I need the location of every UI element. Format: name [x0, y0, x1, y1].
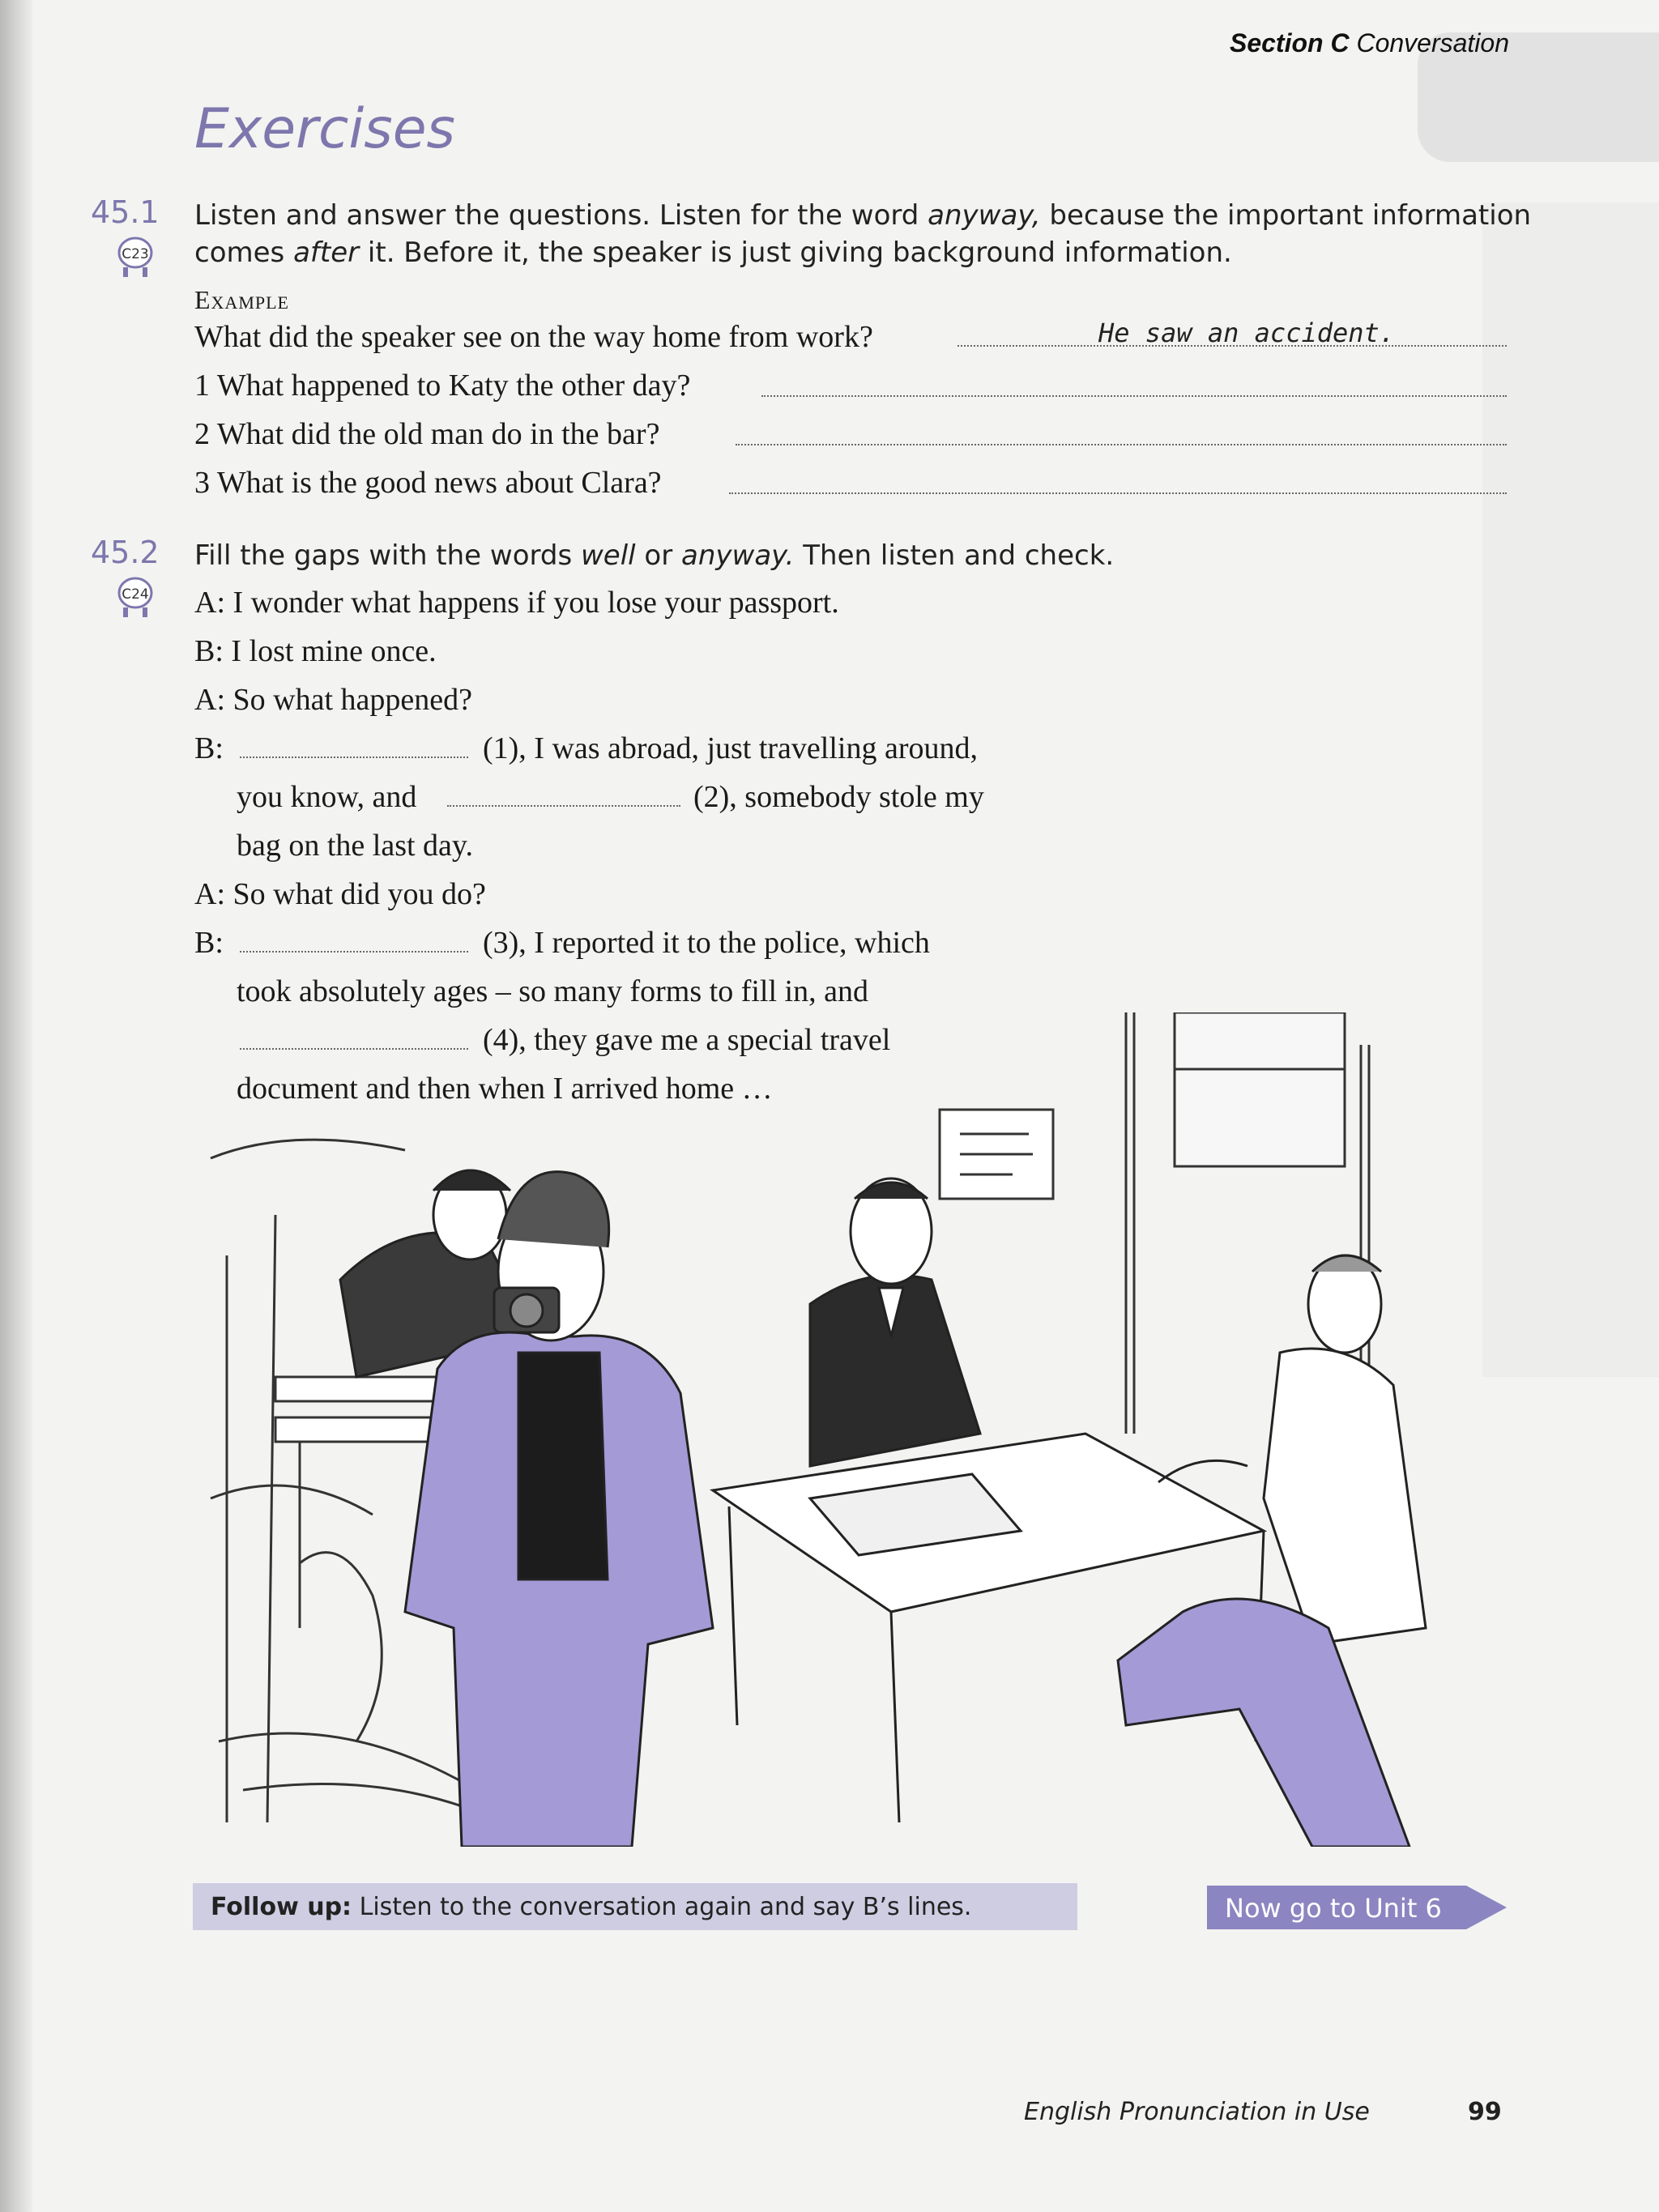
- answer-field-1[interactable]: [761, 395, 1507, 397]
- instr-keyword: after: [293, 237, 360, 269]
- question-2: 2 What did the old man do in the bar?: [194, 417, 660, 451]
- dialogue-speaker-b: B:: [194, 731, 224, 765]
- follow-up-instruction: Listen to the conversation again and say B’s lines.: [352, 1893, 972, 1921]
- section-name: Conversation: [1356, 28, 1509, 58]
- next-unit-link[interactable]: [1207, 1886, 1507, 1929]
- follow-up-text: [211, 1893, 971, 1921]
- gap-3[interactable]: [240, 951, 468, 953]
- dialogue-line-5b: (2), somebody stole my: [693, 780, 984, 814]
- dialogue-line-10: (4), they gave me a special travel: [483, 1023, 891, 1057]
- follow-up-bar: [193, 1883, 1077, 1930]
- cd-track-label: C24: [122, 586, 149, 603]
- question-3: 3 What is the good news about Clara?: [194, 466, 662, 500]
- instr-text: Listen and answer the questions. Listen for the word: [194, 199, 928, 232]
- next-unit-label: Now go to Unit 6: [1225, 1893, 1442, 1924]
- dialogue-line-9: took absolutely ages – so many forms to fill in, and: [237, 974, 868, 1008]
- example-label: Example: [194, 285, 289, 314]
- cd-audio-icon: [113, 575, 157, 619]
- dialogue-line-1: A: I wonder what happens if you lose your passport.: [194, 586, 839, 620]
- dialogue-line-5a: you know, and: [237, 780, 417, 814]
- follow-up-label: Follow up:: [211, 1893, 352, 1921]
- gap-1[interactable]: [240, 757, 468, 758]
- instr-text: Fill the gaps with the words: [194, 539, 581, 572]
- instr-keyword: anyway,: [928, 199, 1041, 232]
- question-1: 1 What happened to Katy the other day?: [194, 369, 691, 403]
- instr-keyword: anyway.: [681, 539, 795, 572]
- gap-2[interactable]: [447, 805, 680, 807]
- exercise-number-45-2: 45.2: [91, 535, 160, 570]
- notice-board: [940, 1110, 1053, 1199]
- instr-text: because the important information: [1040, 199, 1532, 232]
- exercise-number-45-1: 45.1: [91, 194, 160, 230]
- ex1-instructions-line1: [194, 199, 1531, 232]
- dialogue-speaker-b: B:: [194, 926, 224, 960]
- page-title: Exercises: [194, 97, 455, 161]
- instr-text: or: [635, 539, 682, 572]
- instr-text: it. Before it, the speaker is just giving background information.: [359, 237, 1232, 269]
- answer-field-3[interactable]: [729, 492, 1507, 494]
- dialogue-line-6: bag on the last day.: [237, 829, 473, 863]
- dialogue-line-7: A: So what did you do?: [194, 877, 486, 911]
- ex2-instructions: [194, 539, 1114, 572]
- cd-track-label: C23: [122, 246, 149, 262]
- illustration-photographer-and-police-desk: [194, 1012, 1458, 1847]
- section-header: [1230, 28, 1509, 58]
- bleed-through-panel: [1482, 202, 1659, 1377]
- example-question: What did the speaker see on the way home from work?: [194, 320, 873, 354]
- book-title: English Pronunciation in Use: [1024, 2098, 1370, 2126]
- dialogue-line-3: A: So what happened?: [194, 683, 472, 717]
- answer-field-2[interactable]: [736, 444, 1507, 445]
- section-label: Section C: [1229, 28, 1350, 58]
- instr-keyword: well: [581, 539, 636, 572]
- ex1-instructions-line2: [194, 237, 1232, 269]
- page-number: 99: [1468, 2098, 1502, 2126]
- dialogue-line-4: (1), I was abroad, just travelling around,: [483, 731, 978, 765]
- dialogue-line-11: document and then when I arrived home …: [237, 1072, 773, 1106]
- dialogue-line-2: B: I lost mine once.: [194, 634, 437, 668]
- instr-text: Then listen and check.: [794, 539, 1115, 572]
- page-gutter-shadow: [0, 0, 32, 2212]
- policeman-figure: [810, 1178, 980, 1466]
- cd-audio-icon: [113, 235, 157, 279]
- instr-text: comes: [194, 237, 294, 269]
- dialogue-line-8: (3), I reported it to the police, which: [483, 926, 930, 960]
- example-answer: He saw an accident.: [1098, 318, 1396, 348]
